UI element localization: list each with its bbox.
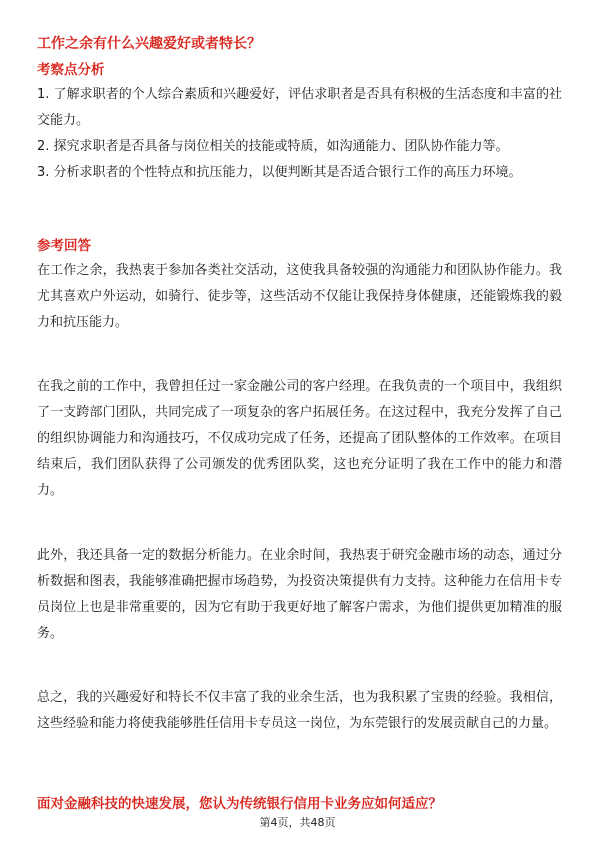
page-indicator: 第4页，共48页 — [259, 816, 336, 829]
analysis-points — [37, 82, 562, 186]
question-title: 工作之余有什么兴趣爱好或者特长？ — [37, 36, 261, 52]
answer-label: 参考回答 — [37, 238, 91, 254]
answer-paragraph-4: 总之，我的兴趣爱好和特长不仅丰富了我的业余生活，也为我积累了宝贵的经验。我相信，这些经验和能力将使我能够胜任信用卡专员这一岗位，为东莞银行的发展贡献自己的力量。 — [37, 690, 562, 731]
next-question-title: 面对金融科技的快速发展，您认为传统银行信用卡业务应如何适应？ — [37, 796, 442, 812]
analysis-point-1: 1. 了解求职者的个人综合素质和兴趣爱好，评估求职者是否具有积极的生活态度和丰富的社交能力。 — [37, 87, 562, 128]
answer-paragraph-1: 在工作之余，我热衷于参加各类社交活动，这使我具备较强的沟通能力和团队协作能力。我尤其喜欢户外运动，如骑行、徒步等，这些活动不仅能让我保持身体健康，还能锻炼我的毅力和抗压能力。 — [37, 263, 562, 330]
analysis-label: 考察点分析 — [37, 62, 105, 78]
answer-paragraph-3: 此外，我还具备一定的数据分析能力。在业余时间，我热衷于研究金融市场的动态，通过分析数据和图表，我能够准确把握市场趋势，为投资决策提供有力支持。这种能力在信用卡专员岗位上也是非常重要的，因为它有助于我更好地了解客户需求，为他们提供更加精准的服务。 — [37, 548, 562, 641]
answer-paragraph-2: 在我之前的工作中，我曾担任过一家金融公司的客户经理。在我负责的一个项目中，我组织了一支跨部门团队，共同完成了一项复杂的客户拓展任务。在这过程中，我充分发挥了自己的组织协调能力和沟通技巧，不仅成功完成了任务，还提高了团队整体的工作效率。在项目结束后，我们团队获得了公司颁发的优秀团队奖，这也充分证明了我在工作中的能力和潜力。 — [37, 379, 562, 498]
analysis-point-3: 3. 分析求职者的个性特点和抗压能力，以便判断其是否适合银行工作的高压力环境。 — [37, 165, 522, 180]
analysis-point-2: 2. 探究求职者是否具备与岗位相关的技能或特质，如沟通能力、团队协作能力等。 — [37, 139, 509, 154]
